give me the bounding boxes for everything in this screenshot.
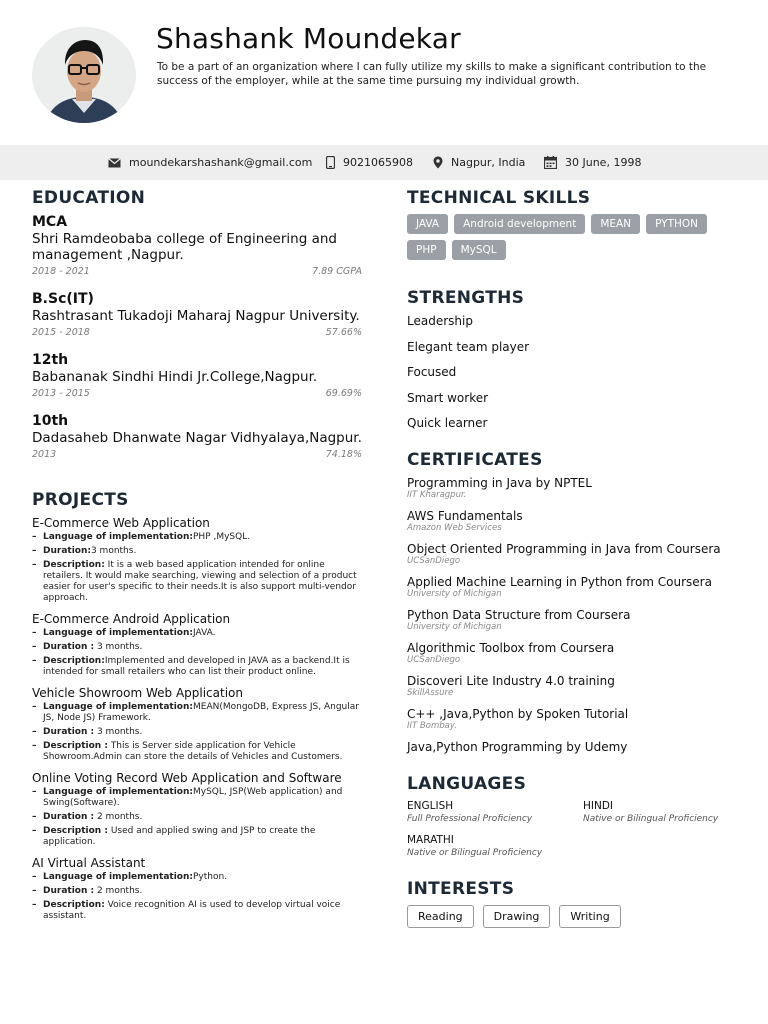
certificate-item <box>407 509 747 534</box>
institution: Dadasaheb Dhanwate Nagar Vidhyalaya,Nagpur. <box>32 430 362 446</box>
project-name: AI Virtual Assistant <box>32 856 146 870</box>
certificate-item <box>407 608 747 633</box>
project-name: E-Commerce Web Application <box>32 516 210 530</box>
project-name: E-Commerce Android Application <box>32 612 231 626</box>
project-item <box>32 686 362 763</box>
strength-item: Elegant team player <box>407 339 530 354</box>
language-name: MARATHI <box>407 834 454 846</box>
certificate-item <box>407 575 747 600</box>
language-proficiency: Full Professional Proficiency <box>407 814 533 824</box>
interest-tag: Writing <box>559 905 620 928</box>
education-title: EDUCATION <box>32 188 146 208</box>
certificate-item <box>407 740 747 754</box>
skill-tag: Android development <box>454 214 585 234</box>
project-duration: – Duration:3 months. <box>32 546 362 557</box>
left-column <box>32 188 362 930</box>
certificate-issuer: IIT Bombay. <box>407 721 457 731</box>
institution: Rashtrasant Tukadoji Maharaj Nagpur University. <box>32 308 360 324</box>
dob-text: 30 June, 1998 <box>565 156 642 169</box>
candidate-name: Shashank Moundekar <box>156 22 461 55</box>
skill-tag: MySQL <box>452 240 506 260</box>
certificate-name: Discoveri Lite Industry 4.0 training <box>407 674 615 688</box>
certificate-item <box>407 476 747 501</box>
strength-item: Leadership <box>407 314 473 328</box>
language-item <box>407 800 583 825</box>
interests-list <box>407 905 747 928</box>
right-column <box>407 188 747 928</box>
language-proficiency: Native or Bilingual Proficiency <box>583 814 719 824</box>
phone-text: 9021065908 <box>343 156 413 169</box>
calendar-icon <box>544 156 557 169</box>
certificate-name: Programming in Java by NPTEL <box>407 476 592 490</box>
skill-tag: PHP <box>407 240 446 260</box>
edu-score: 7.89 CGPA <box>312 266 362 277</box>
language-item <box>407 834 583 859</box>
project-language: – Language of implementation:MySQL, JSP(Web application) and Swing(Software). <box>32 787 362 809</box>
certificate-item <box>407 641 747 666</box>
phone-icon <box>326 156 335 169</box>
contact-dob <box>544 145 641 180</box>
interests-title: INTERESTS <box>407 879 515 899</box>
institution: Shri Ramdeobaba college of Engineering and management ,Nagpur. <box>32 231 337 263</box>
skill-tag: PYTHON <box>646 214 707 234</box>
certificate-name: AWS Fundamentals <box>407 509 523 523</box>
interest-tag: Drawing <box>483 905 551 928</box>
career-objective: To be a part of an organization where I can fully utilize my skills to make a significant contribution to the success of the employer, while at the same time pursuing my individual growth. <box>157 61 707 87</box>
certificate-name: Java,Python Programming by Udemy <box>407 740 628 754</box>
education-item <box>32 214 362 277</box>
project-duration: – Duration : 3 months. <box>32 727 362 738</box>
contact-phone[interactable] <box>326 145 413 180</box>
edu-years: 2013 - 2015 <box>32 388 90 399</box>
degree: 10th <box>32 413 69 429</box>
education-item <box>32 291 362 338</box>
project-item <box>32 612 362 678</box>
strength-item: Quick learner <box>407 416 488 430</box>
projects-title: PROJECTS <box>32 490 129 510</box>
contact-email[interactable] <box>108 145 312 180</box>
email-icon <box>108 158 121 168</box>
interest-tag: Reading <box>407 905 474 928</box>
degree: B.Sc(IT) <box>32 291 94 307</box>
project-language: – Language of implementation:PHP ,MySQL. <box>32 532 362 543</box>
certificates-list <box>407 476 747 754</box>
project-duration: – Duration : 2 months. <box>32 886 362 897</box>
strength-item: Smart worker <box>407 390 489 405</box>
edu-score: 69.69% <box>325 388 362 399</box>
certificate-name: Object Oriented Programming in Java from Coursera <box>407 542 721 556</box>
project-item <box>32 856 362 922</box>
project-item <box>32 771 362 848</box>
certificate-item <box>407 542 747 567</box>
strengths-title: STRENGTHS <box>407 288 525 308</box>
certificate-name: Python Data Structure from Coursera <box>407 608 631 622</box>
profile-photo <box>32 27 136 123</box>
email-text: moundekarshashank@gmail.com <box>129 156 313 169</box>
contact-location <box>433 145 525 180</box>
skills-tag-list <box>407 214 737 260</box>
certificate-issuer: UCSanDiego <box>407 655 461 665</box>
education-item <box>32 352 362 399</box>
location-pin-icon <box>433 156 443 169</box>
project-duration: – Duration : 2 months. <box>32 812 362 823</box>
certificate-item <box>407 707 747 732</box>
language-name: ENGLISH <box>407 800 454 812</box>
certificate-issuer: UCSanDiego <box>407 556 461 566</box>
edu-score: 57.66% <box>325 327 362 338</box>
edu-years: 2018 - 2021 <box>32 266 90 277</box>
edu-years: 2015 - 2018 <box>32 327 90 338</box>
project-description: – Description: It is a web based application intended for online retailers. It would make searching, viewing and selection of a product easier for user's specific to their needs.It is also support multi-vendor approach. <box>32 560 362 604</box>
languages-title: LANGUAGES <box>407 774 527 794</box>
project-description: – Description : This is Server side application for Vehicle Showroom.Admin can store the details of Vehicles and Customers. <box>32 741 362 763</box>
certificate-issuer: IIT Kharagpur. <box>407 490 467 500</box>
edu-years: 2013 <box>32 449 57 460</box>
certificates-title: CERTIFICATES <box>407 450 543 470</box>
certificate-issuer: University of Michigan <box>407 589 502 599</box>
project-language: – Language of implementation:MEAN(MongoDB, Express JS, Angular JS, Node JS) Framework. <box>32 702 362 724</box>
project-description: – Description:Implemented and developed in JAVA as a backend.It is intended for small retailers who can list their product online. <box>32 656 362 678</box>
skill-tag: MEAN <box>591 214 640 234</box>
skill-tag: JAVA <box>407 214 448 234</box>
contact-bar <box>0 145 768 180</box>
project-item <box>32 516 362 604</box>
edu-score: 74.18% <box>325 449 362 460</box>
certificate-issuer: University of Michigan <box>407 622 502 632</box>
languages-list <box>407 800 747 859</box>
certificate-name: Applied Machine Learning in Python from Coursera <box>407 575 712 589</box>
language-proficiency: Native or Bilingual Proficiency <box>407 848 543 858</box>
certificate-issuer: SkillAssure <box>407 688 454 698</box>
location-text: Nagpur, India <box>451 156 526 169</box>
technical-skills-title: TECHNICAL SKILLS <box>407 188 591 208</box>
language-item <box>583 800 753 825</box>
certificate-name: C++ ,Java,Python by Spoken Tutorial <box>407 707 629 721</box>
strengths-list <box>407 314 747 430</box>
certificate-name: Algorithmic Toolbox from Coursera <box>407 641 615 655</box>
project-description: – Description : Used and applied swing and JSP to create the application. <box>32 826 362 848</box>
project-name: Vehicle Showroom Web Application <box>32 686 243 700</box>
degree: MCA <box>32 214 68 230</box>
certificate-item <box>407 674 747 699</box>
project-language: – Language of implementation:Python. <box>32 872 362 883</box>
project-duration: – Duration : 3 months. <box>32 642 362 653</box>
degree: 12th <box>32 352 69 368</box>
education-item <box>32 413 362 460</box>
institution: Babananak Sindhi Hindi Jr.College,Nagpur. <box>32 369 318 385</box>
certificate-issuer: Amazon Web Services <box>407 523 502 533</box>
resume-header <box>0 0 768 145</box>
project-description: – Description: Voice recognition AI is used to develop virtual voice assistant. <box>32 900 362 922</box>
project-language: – Language of implementation:JAVA. <box>32 628 362 639</box>
project-name: Online Voting Record Web Application and Software <box>32 771 342 785</box>
language-name: HINDI <box>583 800 614 812</box>
strength-item: Focused <box>407 365 457 379</box>
